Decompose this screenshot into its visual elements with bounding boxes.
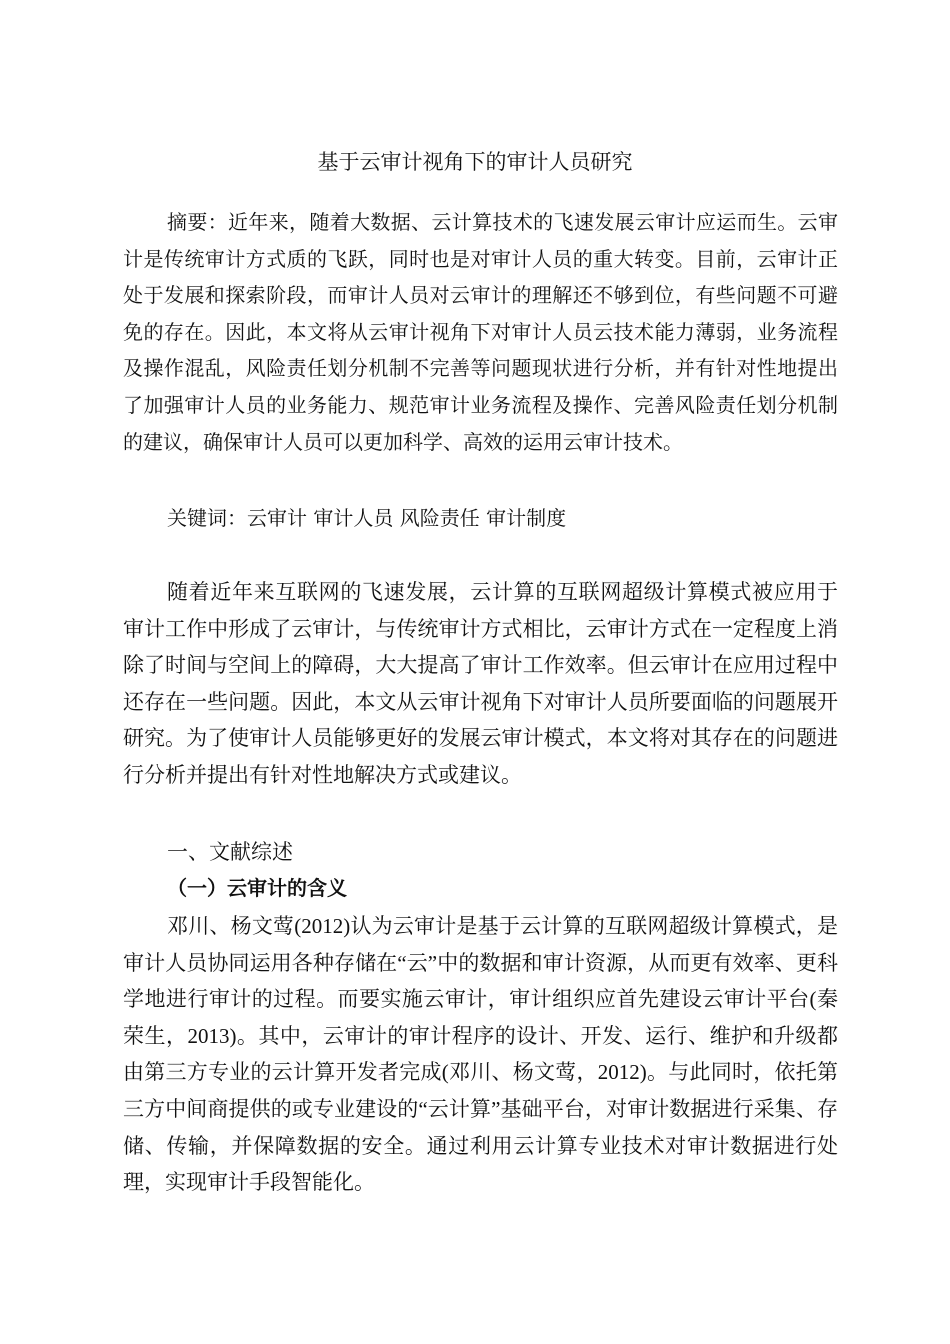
keywords-line: 关键词：云审计 审计人员 风险责任 审计制度 — [167, 506, 567, 530]
intro-paragraph: 随着近年来互联网的飞速发展，云计算的互联网超级计算模式被应用于审计工作中形成了云审计，与传统审计方式相比，云审计方式在一定程度上消除了时间与空间上的障碍，大大提高了审计工作效率。但云审计在应用过程中还存在一些问题。因此，本文从云审计视角下对审计人员所要面临的问题展开研究。为了使审计人员能够更好的发展云审计模式，本文将对其存在的问题进行分析并提出有针对性地解决方式或建议。 — [123, 580, 838, 787]
abstract-paragraph: 摘要：近年来，随着大数据、云计算技术的飞速发展云审计应运而生。云审计是传统审计方式质的飞跃，同时也是对审计人员的重大转变。目前，云审计正处于发展和探索阶段，而审计人员对云审计的理解还不够到位，有些问题不可避免的存在。因此，本文将从云审计视角下对审计人员云技术能力薄弱，业务流程及操作混乱，风险责任划分机制不完善等问题现状进行分析，并有针对性地提出了加强审计人员的业务能力、规范审计业务流程及操作、完善风险责任划分机制的建议，确保审计人员可以更加科学、高效的运用云审计技术。 — [123, 210, 838, 454]
body-paragraph: 邓川、杨文莺(2012)认为云审计是基于云计算的互联网超级计算模式，是审计人员协同运用各种存储在“云”中的数据和审计资源，从而更有效率、更科学地进行审计的过程。而要实施云审计，审计组织应首先建设云审计平台(秦荣生，2013)。其中，云审计的审计程序的设计、开发、运行、维护和升级都由第三方专业的云计算开发者完成(邓川、杨文莺，2012)。与此同时，依托第三方中间商提供的或专业建设的“云计算”基础平台，对审计数据进行采集、存储、传输，并保障数据的安全。通过利用云计算专业技术对审计数据进行处理，实现审计手段智能化。 — [123, 914, 838, 1195]
subsection-heading: （一）云审计的含义 — [167, 876, 347, 900]
page-title: 基于云审计视角下的审计人员研究 — [317, 150, 633, 174]
section-heading: 一、文献综述 — [167, 840, 293, 864]
